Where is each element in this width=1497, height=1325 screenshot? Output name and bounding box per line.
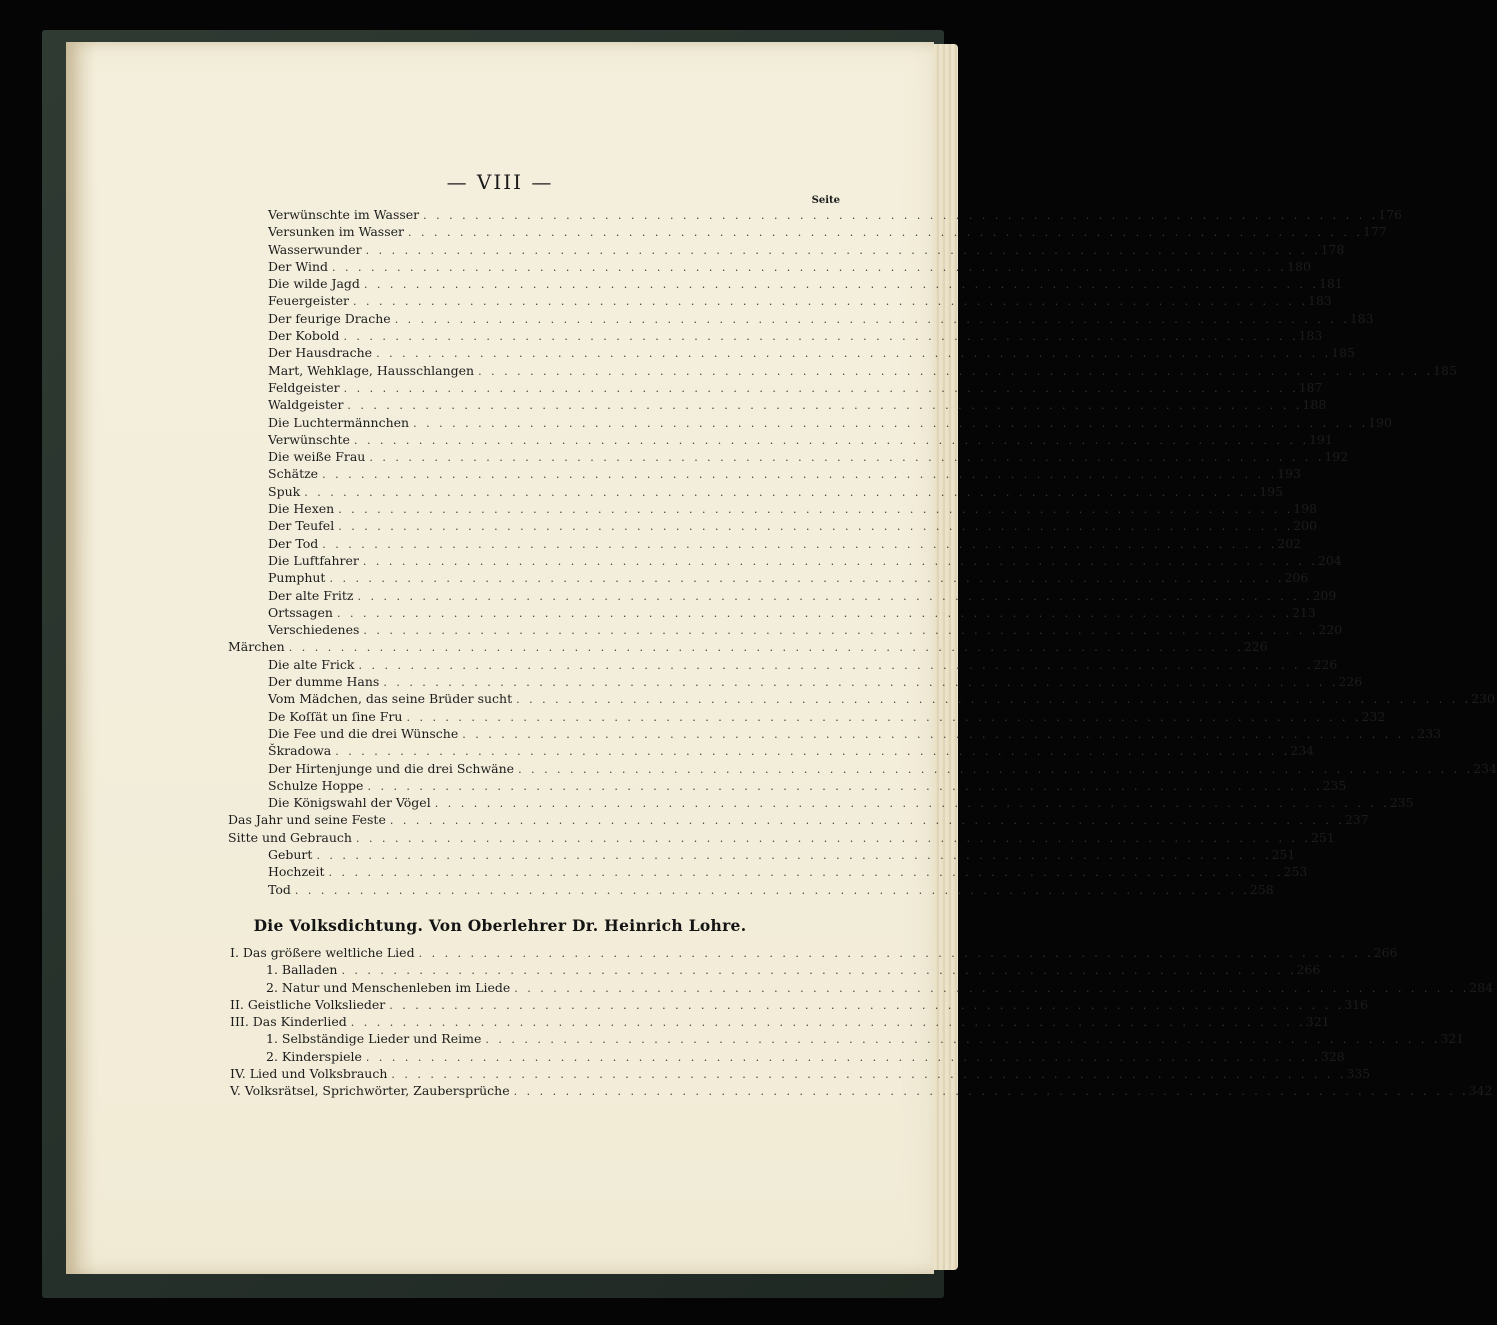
toc-entry-page: 180 <box>1287 258 1311 274</box>
toc-leader-dots: . . . . . . . . . . . . . . . . . . . . . . . . . . . . . . . . . . . . . . . . . . . . . . . . . . . . . . . . . . . . . . . . . . . . . . . . . . <box>413 416 1369 430</box>
toc-leader-dots: . . . . . . . . . . . . . . . . . . . . . . . . . . . . . . . . . . . . . . . . . . . . . . . . . . . . . . . . . . . . . . . . . . . . . . . . . . <box>363 624 1319 638</box>
toc-entry <box>230 1013 1330 1030</box>
toc-entry-page: 192 <box>1324 449 1349 465</box>
toc-entry-title: Der feurige Drache <box>268 310 391 326</box>
toc-entry-page: 202 <box>1277 535 1302 551</box>
toc-entry-title: 2. Kinderspiele <box>266 1048 362 1064</box>
toc-leader-dots: . . . . . . . . . . . . . . . . . . . . . . . . . . . . . . . . . . . . . . . . . . . . . . . . . . . . . . . . . . . . . . . . . . . . . . . . . . <box>353 295 1309 309</box>
toc-entry <box>228 829 1335 846</box>
toc-entry-title: II. Geistliche Volkslieder <box>230 996 386 1012</box>
toc-entry <box>268 258 1311 275</box>
toc-entry <box>268 846 1296 863</box>
toc-entry-page: 193 <box>1277 466 1301 482</box>
toc-entry <box>228 638 1268 655</box>
toc-leader-dots: . . . . . . . . . . . . . . . . . . . . . . . . . . . . . . . . . . . . . . . . . . . . . . . . . . . . . . . . . . . . . . . . . . . . . . . . . . <box>418 947 1374 960</box>
toc-entry <box>268 206 1403 223</box>
toc-entry <box>268 708 1386 725</box>
toc-entry <box>268 275 1343 292</box>
toc-entry-title: Der Wind <box>268 258 329 274</box>
toc-entry-page: 251 <box>1310 829 1335 845</box>
toc-entry-title: 1. Balladen <box>266 962 338 978</box>
column-header-seite: Seite <box>811 195 840 206</box>
toc-entry-page: 328 <box>1320 1048 1345 1064</box>
toc-leader-dots: . . . . . . . . . . . . . . . . . . . . . . . . . . . . . . . . . . . . . . . . . . . . . . . . . . . . . . . . . . . . . . . . . . . . . . . . . . <box>358 658 1314 672</box>
toc-entry-page: 204 <box>1317 552 1342 568</box>
toc-entry-title: Škradowa <box>268 743 332 759</box>
toc-entry <box>268 535 1302 552</box>
toc-entry-title: Pumphut <box>268 570 326 586</box>
toc-leader-dots: . . . . . . . . . . . . . . . . . . . . . . . . . . . . . . . . . . . . . . . . . . . . . . . . . . . . . . . . . . . . . . . . . . . . . . . . . . <box>383 676 1339 690</box>
toc-entry <box>268 327 1323 344</box>
toc-entry <box>266 1048 1345 1065</box>
toc-entry-title: Feldgeister <box>268 379 340 395</box>
toc-entry-title: Die wilde Jagd <box>268 276 360 292</box>
toc-leader-dots: . . . . . . . . . . . . . . . . . . . . . . . . . . . . . . . . . . . . . . . . . . . . . . . . . . . . . . . . . . . . . . . . . . . . . . . . . . <box>514 981 1470 995</box>
toc-entry <box>230 944 1398 961</box>
toc-leader-dots: . . . . . . . . . . . . . . . . . . . . . . . . . . . . . . . . . . . . . . . . . . . . . . . . . . . . . . . . . . . . . . . . . . . . . . . . . . <box>343 330 1299 344</box>
toc-entry-page: 230 <box>1471 691 1495 707</box>
toc-entry-title: IV. Lied und Volksbrauch <box>230 1066 388 1082</box>
toc-entry-title: Versunken im Wasser <box>268 224 405 240</box>
toc-entry-page: 183 <box>1308 293 1332 309</box>
toc-entry <box>266 1030 1465 1047</box>
toc-leader-dots: . . . . . . . . . . . . . . . . . . . . . . . . . . . . . . . . . . . . . . . . . . . . . . . . . . . . . . . . . . . . . . . . . . . . . . . . . . <box>347 399 1303 413</box>
toc-entry-page: 258 <box>1249 881 1274 897</box>
page-number: — VIII — <box>446 170 554 194</box>
toc-leader-dots: . . . . . . . . . . . . . . . . . . . . . . . . . . . . . . . . . . . . . . . . . . . . . . . . . . . . . . . . . . . . . . . . . . . . . . . . . . <box>322 468 1278 482</box>
toc-entry-page: 237 <box>1344 812 1369 828</box>
toc-entry-title: 2. Natur und Menschenleben im Liede <box>266 979 511 995</box>
toc-entry-title: Geburt <box>268 846 313 862</box>
toc-entry-page: 284 <box>1469 979 1494 995</box>
toc-entry-title: Die Luchtermännchen <box>268 414 410 430</box>
toc-entry-title: 1. Selbständige Lieder und Reime <box>266 1031 482 1047</box>
toc-entry-page: 233 <box>1417 725 1442 741</box>
toc-entry <box>268 483 1284 500</box>
toc-entry-page: 181 <box>1318 276 1343 292</box>
toc-entry-page: 266 <box>1296 962 1321 978</box>
toc-entry <box>268 414 1392 431</box>
toc-leader-dots: . . . . . . . . . . . . . . . . . . . . . . . . . . . . . . . . . . . . . . . . . . . . . . . . . . . . . . . . . . . . . . . . . . . . . . . . . . <box>338 520 1294 534</box>
toc-entry <box>268 794 1414 811</box>
toc-entry <box>268 587 1337 604</box>
toc-leader-dots: . . . . . . . . . . . . . . . . . . . . . . . . . . . . . . . . . . . . . . . . . . . . . . . . . . . . . . . . . . . . . . . . . . . . . . . . . . <box>363 278 1319 292</box>
toc-entry-page: 234 <box>1473 760 1497 776</box>
toc-entry <box>268 725 1442 742</box>
toc-leader-dots: . . . . . . . . . . . . . . . . . . . . . . . . . . . . . . . . . . . . . . . . . . . . . . . . . . . . . . . . . . . . . . . . . . . . . . . . . . <box>304 485 1260 499</box>
toc-entry <box>268 344 1355 361</box>
toc-entry-page: 198 <box>1293 501 1318 517</box>
toc-entry-title: Ortssagen <box>268 604 333 620</box>
toc-leader-dots: . . . . . . . . . . . . . . . . . . . . . . . . . . . . . . . . . . . . . . . . . . . . . . . . . . . . . . . . . . . . . . . . . . . . . . . . . . <box>332 260 1288 274</box>
toc-entry-page: 183 <box>1349 310 1374 326</box>
toc-entry <box>268 517 1318 534</box>
toc-entry-page: 321 <box>1305 1014 1330 1030</box>
toc-leader-dots: . . . . . . . . . . . . . . . . . . . . . . . . . . . . . . . . . . . . . . . . . . . . . . . . . . . . . . . . . . . . . . . . . . . . . . . . . . <box>329 572 1285 586</box>
toc-leader-dots: . . . . . . . . . . . . . . . . . . . . . . . . . . . . . . . . . . . . . . . . . . . . . . . . . . . . . . . . . . . . . . . . . . . . . . . . . . <box>338 503 1294 517</box>
toc-leader-dots: . . . . . . . . . . . . . . . . . . . . . . . . . . . . . . . . . . . . . . . . . . . . . . . . . . . . . . . . . . . . . . . . . . . . . . . . . . <box>406 710 1362 724</box>
toc-entry-title: Das Jahr und seine Feste <box>228 812 386 828</box>
toc-entry <box>230 1065 1371 1082</box>
toc-entry-title: Wasserwunder <box>268 241 362 257</box>
toc-entry-title: Der Tod <box>268 535 319 551</box>
toc-entry-title: Die weiße Frau <box>268 449 366 465</box>
toc-leader-dots: . . . . . . . . . . . . . . . . . . . . . . . . . . . . . . . . . . . . . . . . . . . . . . . . . . . . . . . . . . . . . . . . . . . . . . . . . . <box>462 727 1418 741</box>
toc-leader-dots: . . . . . . . . . . . . . . . . . . . . . . . . . . . . . . . . . . . . . . . . . . . . . . . . . . . . . . . . . . . . . . . . . . . . . . . . . . <box>369 451 1325 465</box>
toc-leader-dots: . . . . . . . . . . . . . . . . . . . . . . . . . . . . . . . . . . . . . . . . . . . . . . . . . . . . . . . . . . . . . . . . . . . . . . . . . . <box>288 641 1244 655</box>
toc-entry <box>268 465 1301 482</box>
toc-leader-dots: . . . . . . . . . . . . . . . . . . . . . . . . . . . . . . . . . . . . . . . . . . . . . . . . . . . . . . . . . . . . . . . . . . . . . . . . . . <box>391 1068 1347 1082</box>
toc-entry-page: 235 <box>1322 777 1347 793</box>
toc-entry <box>268 863 1308 880</box>
toc-entry-page: 178 <box>1320 241 1345 257</box>
toc-entry-page: 220 <box>1318 622 1343 638</box>
toc-entry <box>268 292 1332 309</box>
toc-entry-title: Schulze Hoppe <box>268 777 364 793</box>
toc-entry-page: 187 <box>1298 379 1323 395</box>
toc-entry-title: Der Hausdrache <box>268 345 373 361</box>
toc-leader-dots: . . . . . . . . . . . . . . . . . . . . . . . . . . . . . . . . . . . . . . . . . . . . . . . . . . . . . . . . . . . . . . . . . . . . . . . . . . <box>362 554 1318 568</box>
toc-leader-dots: . . . . . . . . . . . . . . . . . . . . . . . . . . . . . . . . . . . . . . . . . . . . . . . . . . . . . . . . . . . . . . . . . . . . . . . . . . <box>335 745 1291 759</box>
toc-leader-dots: . . . . . . . . . . . . . . . . . . . . . . . . . . . . . . . . . . . . . . . . . . . . . . . . . . . . . . . . . . . . . . . . . . . . . . . . . . <box>322 537 1278 551</box>
toc-entry-title: Der dumme Hans <box>268 674 380 690</box>
toc-entry-title: Schätze <box>268 466 319 482</box>
toc-leader-dots: . . . . . . . . . . . . . . . . . . . . . . . . . . . . . . . . . . . . . . . . . . . . . . . . . . . . . . . . . . . . . . . . . . . . . . . . . . <box>434 797 1390 811</box>
toc-entry-page: 316 <box>1344 996 1369 1012</box>
toc-entry <box>268 500 1318 517</box>
toc-entry-title: Die Hexen <box>268 501 335 517</box>
toc-entry-title: Der alte Fritz <box>268 587 354 603</box>
toc-entry-page: 226 <box>1313 656 1338 672</box>
toc-entry-page: 232 <box>1361 708 1386 724</box>
toc-entry-title: I. Das größere weltliche Lied <box>230 945 415 960</box>
toc-leader-dots: . . . . . . . . . . . . . . . . . . . . . . . . . . . . . . . . . . . . . . . . . . . . . . . . . . . . . . . . . . . . . . . . . . . . . . . . . . <box>355 831 1311 845</box>
toc-leader-dots: . . . . . . . . . . . . . . . . . . . . . . . . . . . . . . . . . . . . . . . . . . . . . . . . . . . . . . . . . . . . . . . . . . . . . . . . . . <box>408 226 1364 240</box>
toc-entry <box>268 448 1349 465</box>
toc-entry-title: III. Das Kinderlied <box>230 1014 347 1030</box>
toc-leader-dots: . . . . . . . . . . . . . . . . . . . . . . . . . . . . . . . . . . . . . . . . . . . . . . . . . . . . . . . . . . . . . . . . . . . . . . . . . . <box>516 693 1472 707</box>
toc-entry-title: Sitte und Gebrauch <box>228 829 352 845</box>
toc-entry-page: 195 <box>1259 483 1284 499</box>
toc-leader-dots: . . . . . . . . . . . . . . . . . . . . . . . . . . . . . . . . . . . . . . . . . . . . . . . . . . . . . . . . . . . . . . . . . . . . . . . . . . <box>294 883 1250 897</box>
toc-entry-page: 335 <box>1346 1066 1371 1082</box>
toc-leader-dots: . . . . . . . . . . . . . . . . . . . . . . . . . . . . . . . . . . . . . . . . . . . . . . . . . . . . . . . . . . . . . . . . . . . . . . . . . . <box>350 1016 1306 1030</box>
toc-entry-title: Feuergeister <box>268 293 350 309</box>
toc-entry <box>268 552 1342 569</box>
toc-entry-page: 266 <box>1373 945 1398 960</box>
toc-entry-page: 234 <box>1290 743 1315 759</box>
toc-entry-page: 342 <box>1468 1083 1493 1099</box>
toc-entry-page: 176 <box>1378 207 1403 222</box>
toc-entry-page: 191 <box>1308 431 1333 447</box>
toc-entry-title: Vom Mädchen, das seine Brüder sucht <box>268 691 513 707</box>
toc-entry <box>268 673 1363 690</box>
toc-entry <box>230 1082 1493 1099</box>
toc-entry-page: 213 <box>1291 604 1316 620</box>
book-page <box>66 42 1497 1274</box>
toc-entry <box>268 431 1333 448</box>
toc-entry-page: 188 <box>1302 397 1327 413</box>
section-title: Die Volksdichtung. Von Oberlehrer Dr. Heinrich Lohre. <box>253 916 747 935</box>
toc-leader-dots: . . . . . . . . . . . . . . . . . . . . . . . . . . . . . . . . . . . . . . . . . . . . . . . . . . . . . . . . . . . . . . . . . . . . . . . . . . <box>423 209 1379 222</box>
toc-entry <box>268 362 1457 379</box>
toc-leader-dots: . . . . . . . . . . . . . . . . . . . . . . . . . . . . . . . . . . . . . . . . . . . . . . . . . . . . . . . . . . . . . . . . . . . . . . . . . . <box>485 1033 1441 1047</box>
toc-entry-title: Die alte Frick <box>268 656 355 672</box>
toc-entry <box>268 569 1309 586</box>
toc-leader-dots: . . . . . . . . . . . . . . . . . . . . . . . . . . . . . . . . . . . . . . . . . . . . . . . . . . . . . . . . . . . . . . . . . . . . . . . . . . <box>336 606 1292 620</box>
toc-entry-page: 226 <box>1243 639 1268 655</box>
toc-entry <box>230 996 1369 1013</box>
toc-entry-page: 321 <box>1440 1031 1465 1047</box>
toc-leader-dots: . . . . . . . . . . . . . . . . . . . . . . . . . . . . . . . . . . . . . . . . . . . . . . . . . . . . . . . . . . . . . . . . . . . . . . . . . . <box>513 1085 1469 1099</box>
toc-entry-title: Tod <box>268 881 291 897</box>
toc-entry-page: 200 <box>1293 518 1318 534</box>
toc-leader-dots: . . . . . . . . . . . . . . . . . . . . . . . . . . . . . . . . . . . . . . . . . . . . . . . . . . . . . . . . . . . . . . . . . . . . . . . . . . <box>328 866 1284 880</box>
toc-leader-dots: . . . . . . . . . . . . . . . . . . . . . . . . . . . . . . . . . . . . . . . . . . . . . . . . . . . . . . . . . . . . . . . . . . . . . . . . . . <box>518 762 1474 776</box>
toc-leader-dots: . . . . . . . . . . . . . . . . . . . . . . . . . . . . . . . . . . . . . . . . . . . . . . . . . . . . . . . . . . . . . . . . . . . . . . . . . . <box>389 814 1345 828</box>
toc-entry-page: 185 <box>1331 345 1355 361</box>
toc-entry-title: V. Volksrätsel, Sprichwörter, Zaubersprüche <box>230 1083 510 1099</box>
toc-entry <box>268 760 1497 777</box>
toc-entry-title: Verwünschte im Wasser <box>268 207 420 222</box>
toc-entry-title: Der Kobold <box>268 328 340 344</box>
toc-entry <box>268 656 1338 673</box>
toc-entry <box>268 621 1343 638</box>
toc-entry-page: 209 <box>1312 587 1337 603</box>
toc-leader-dots: . . . . . . . . . . . . . . . . . . . . . . . . . . . . . . . . . . . . . . . . . . . . . . . . . . . . . . . . . . . . . . . . . . . . . . . . . . <box>389 998 1345 1012</box>
toc-entry-page: 190 <box>1368 414 1392 430</box>
toc-entry-title: Waldgeister <box>268 397 344 413</box>
toc-entry <box>268 690 1495 707</box>
toc-leader-dots: . . . . . . . . . . . . . . . . . . . . . . . . . . . . . . . . . . . . . . . . . . . . . . . . . . . . . . . . . . . . . . . . . . . . . . . . . . <box>343 381 1299 395</box>
toc-entry-title: Verschiedenes <box>268 622 360 638</box>
toc-entry <box>268 396 1327 413</box>
toc-leader-dots: . . . . . . . . . . . . . . . . . . . . . . . . . . . . . . . . . . . . . . . . . . . . . . . . . . . . . . . . . . . . . . . . . . . . . . . . . . <box>478 364 1434 378</box>
toc-leader-dots: . . . . . . . . . . . . . . . . . . . . . . . . . . . . . . . . . . . . . . . . . . . . . . . . . . . . . . . . . . . . . . . . . . . . . . . . . . <box>316 848 1272 862</box>
toc-entry-title: Die Fee und die drei Wünsche <box>268 725 459 741</box>
toc-entry <box>268 241 1345 258</box>
toc-leader-dots: . . . . . . . . . . . . . . . . . . . . . . . . . . . . . . . . . . . . . . . . . . . . . . . . . . . . . . . . . . . . . . . . . . . . . . . . . . <box>365 1050 1321 1064</box>
toc-entry-title: Die Luftfahrer <box>268 552 359 568</box>
toc-leader-dots: . . . . . . . . . . . . . . . . . . . . . . . . . . . . . . . . . . . . . . . . . . . . . . . . . . . . . . . . . . . . . . . . . . . . . . . . . . <box>341 964 1297 978</box>
toc-entry-page: 251 <box>1271 846 1296 862</box>
toc-leader-dots: . . . . . . . . . . . . . . . . . . . . . . . . . . . . . . . . . . . . . . . . . . . . . . . . . . . . . . . . . . . . . . . . . . . . . . . . . . <box>365 243 1321 257</box>
toc-entry-title: Der Teufel <box>268 518 335 534</box>
toc-entry-title: Mart, Wehklage, Hausschlangen <box>268 362 475 378</box>
toc-entry-page: 226 <box>1338 674 1363 690</box>
toc-entry <box>268 881 1274 898</box>
toc-entry <box>268 310 1374 327</box>
toc-entry-page: 253 <box>1283 864 1308 880</box>
toc-entry <box>268 379 1323 396</box>
toc-entry <box>228 811 1369 828</box>
toc-leader-dots: . . . . . . . . . . . . . . . . . . . . . . . . . . . . . . . . . . . . . . . . . . . . . . . . . . . . . . . . . . . . . . . . . . . . . . . . . . <box>367 779 1323 793</box>
toc-entry-title: De Koſſät un ſine Fru <box>268 708 403 724</box>
toc-entry <box>266 979 1494 996</box>
toc-entry-page: 183 <box>1298 328 1323 344</box>
toc-entry-title: Spuk <box>268 483 301 499</box>
toc-entry-title: Märchen <box>228 639 285 655</box>
toc-entry-page: 206 <box>1284 570 1309 586</box>
toc-leader-dots: . . . . . . . . . . . . . . . . . . . . . . . . . . . . . . . . . . . . . . . . . . . . . . . . . . . . . . . . . . . . . . . . . . . . . . . . . . <box>357 589 1313 603</box>
toc-entry <box>268 223 1387 240</box>
toc-entry-title: Der Hirtenjunge und die drei Schwäne <box>268 760 515 776</box>
toc-entry-title: Verwünschte <box>268 431 350 447</box>
toc-entry <box>266 961 1321 978</box>
toc-entry-page: 177 <box>1363 224 1387 240</box>
toc-entry <box>268 604 1316 621</box>
toc-part-1 <box>66 206 1497 898</box>
toc-entry-page: 185 <box>1433 362 1457 378</box>
toc-entry-title: Die Königswahl der Vögel <box>268 795 431 811</box>
toc-entry <box>268 742 1315 759</box>
toc-leader-dots: . . . . . . . . . . . . . . . . . . . . . . . . . . . . . . . . . . . . . . . . . . . . . . . . . . . . . . . . . . . . . . . . . . . . . . . . . . <box>376 347 1332 361</box>
toc-leader-dots: . . . . . . . . . . . . . . . . . . . . . . . . . . . . . . . . . . . . . . . . . . . . . . . . . . . . . . . . . . . . . . . . . . . . . . . . . . <box>394 312 1350 326</box>
toc-leader-dots: . . . . . . . . . . . . . . . . . . . . . . . . . . . . . . . . . . . . . . . . . . . . . . . . . . . . . . . . . . . . . . . . . . . . . . . . . . <box>353 433 1309 447</box>
toc-entry <box>268 777 1347 794</box>
toc-part-2 <box>66 944 1494 1100</box>
toc-entry-title: Hochzeit <box>268 864 325 880</box>
toc-entry-page: 235 <box>1389 795 1414 811</box>
